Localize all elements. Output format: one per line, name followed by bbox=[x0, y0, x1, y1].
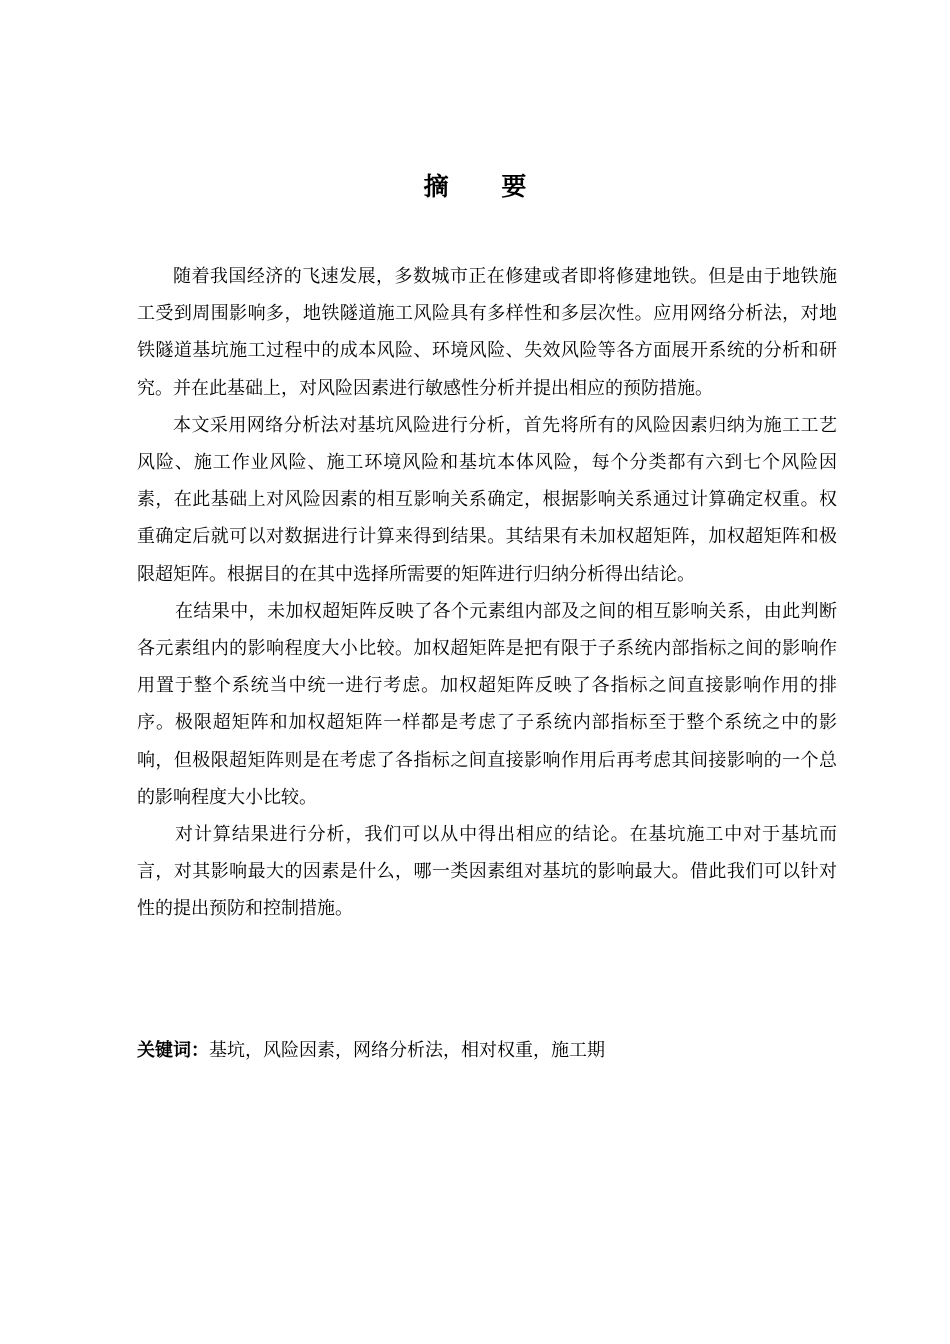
abstract-paragraph-3: 在结果中，未加权超矩阵反映了各个元素组内部及之间的相互影响关系，由此判断各元素组内的影响程度大小比较。加权超矩阵是把有限于子系统内部指标之间的影响作用置于整个系统当中统一进行考虑。加权超矩阵反映了各指标之间直接影响作用的排序。极限超矩阵和加权超矩阵一样都是考虑了子系统内部指标至于整个系统之中的影响，但极限超矩阵则是在考虑了各指标之间直接影响作用后再考虑其间接影响的一个总的影响程度大小比较。 bbox=[137, 600, 837, 808]
keywords-line bbox=[137, 1036, 837, 1066]
keywords-text: 基坑，风险因素，网络分析法，相对权重，施工期 bbox=[209, 1040, 605, 1061]
abstract-paragraph-4: 对计算结果进行分析，我们可以从中得出相应的结论。在基坑施工中对于基坑而言，对其影响最大的因素是什么，哪一类因素组对基坑的影响最大。借此我们可以针对性的提出预防和控制措施。 bbox=[137, 824, 837, 920]
abstract-title: 摘 要 bbox=[423, 172, 549, 201]
abstract-body bbox=[137, 258, 837, 928]
abstract-paragraph-2: 本文采用网络分析法对基坑风险进行分析，首先将所有的风险因素归纳为施工工艺风险、施工作业风险、施工环境风险和基坑本体风险，每个分类都有六到七个风险因素，在此基础上对风险因素的相互影响关系确定，根据影响关系通过计算确定权重。权重确定后就可以对数据进行计算来得到结果。其结果有未加权超矩阵，加权超矩阵和极限超矩阵。根据目的在其中选择所需要的矩阵进行归纳分析得出结论。 bbox=[137, 414, 837, 585]
keywords-label: 关键词： bbox=[137, 1040, 209, 1061]
abstract-paragraph-1: 随着我国经济的飞速发展，多数城市正在修建或者即将修建地铁。但是由于地铁施工受到周围影响多，地铁隧道施工风险具有多样性和多层次性。应用网络分析法，对地铁隧道基坑施工过程中的成本风险、环境风险、失效风险等各方面展开系统的分析和研究。并在此基础上，对风险因素进行敏感性分析并提出相应的预防措施。 bbox=[137, 266, 837, 399]
